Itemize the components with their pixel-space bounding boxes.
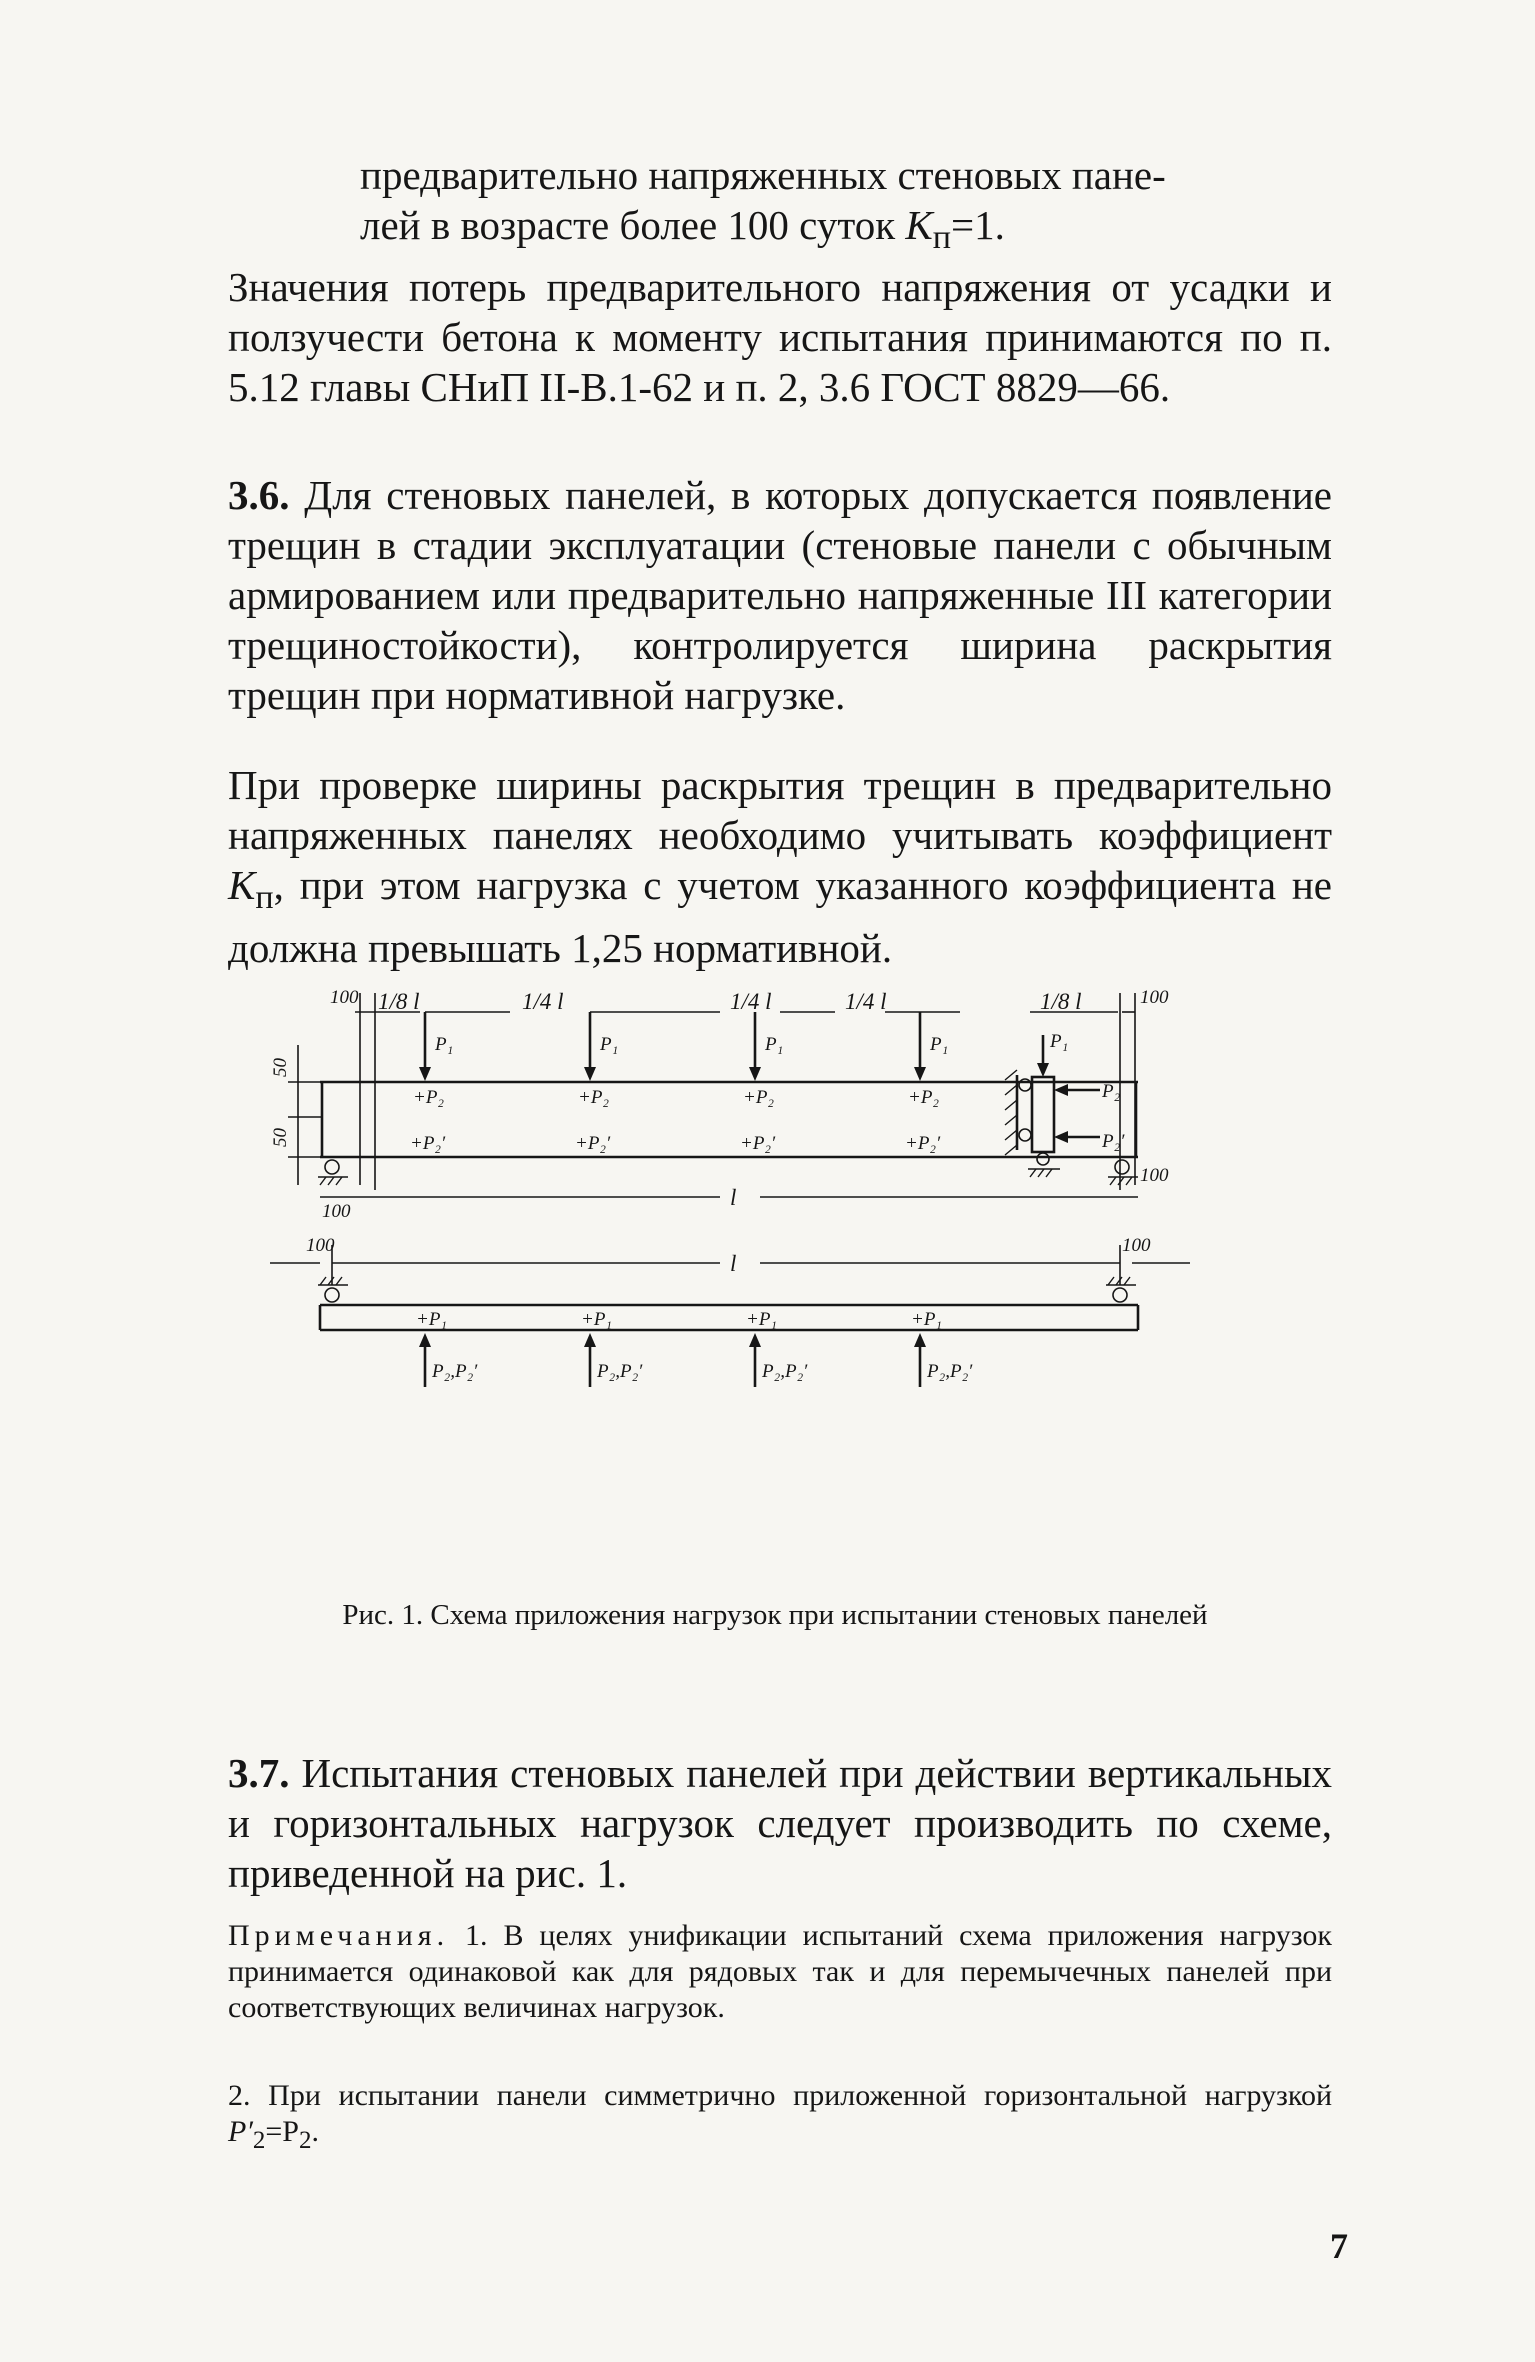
paragraph-losses: Значения потерь предварительного напряжения от усадки и ползучести бетона к моменту испытания принимаются по п. 5.12 главы СНиП II-B.1-62 и п. 2, 3.6 ГОСТ 8829—66. bbox=[228, 264, 1332, 410]
paragraph-text: , при этом нагрузка с учетом указанного коэффициента не должна превышать 1,25 нормативной. bbox=[228, 862, 1332, 972]
load-subscript: 2 bbox=[299, 2127, 312, 2154]
span-dimension-top bbox=[320, 1165, 1169, 1222]
p2-prime-label: +P₂′ bbox=[410, 1133, 446, 1154]
p2-label: +P₂ bbox=[578, 1087, 610, 1108]
p2-labels-top bbox=[410, 1087, 941, 1154]
span-label: l bbox=[730, 1185, 737, 1210]
paragraph-text: Испытания стеновых панелей при действии вертикальных и горизонтальных нагрузок следует производить по схеме, приведенной на рис. 1. bbox=[228, 1750, 1332, 1896]
dim-quarter-2: 1/4 l bbox=[730, 989, 772, 1014]
dim-eighth-left: 1/8 l bbox=[378, 989, 420, 1014]
plan-dim-100-right: 100 bbox=[1122, 1235, 1151, 1256]
p2-prime-label: +P₂′ bbox=[575, 1133, 611, 1154]
plan-p2-pair-label: P₂,P₂′ bbox=[597, 1361, 643, 1382]
p2-label: +P₂ bbox=[413, 1087, 445, 1108]
section-number: 3.6. bbox=[228, 472, 290, 518]
load-subscript: 2 bbox=[252, 2127, 266, 2154]
notes-heading: Примечания. bbox=[228, 1919, 450, 1952]
p1-label: P₁ bbox=[765, 1034, 784, 1055]
section-number: 3.7. bbox=[228, 1750, 290, 1796]
plan-p2-pair-label: P₂,P₂′ bbox=[432, 1361, 478, 1382]
load-scheme-diagram bbox=[260, 985, 1220, 1585]
dim-100-bottom-left: 100 bbox=[322, 1201, 351, 1222]
p2-label: +P₂ bbox=[908, 1087, 940, 1108]
left-50-dimensions bbox=[270, 1045, 322, 1185]
coefficient-value: =1. bbox=[951, 202, 1005, 248]
plan-p1-label: +P₁ bbox=[746, 1309, 778, 1330]
coefficient-symbol: K bbox=[905, 202, 933, 248]
p2-prime-label: +P₂′ bbox=[905, 1133, 941, 1154]
paragraph-3-7 bbox=[228, 1748, 1332, 1898]
dim-100-right: 100 bbox=[1140, 987, 1169, 1008]
coefficient-subscript: п bbox=[255, 879, 274, 917]
dim-quarter-1: 1/4 l bbox=[522, 989, 564, 1014]
dim-50-upper: 50 bbox=[270, 1058, 291, 1077]
plan-dim-100-left: 100 bbox=[306, 1235, 335, 1256]
plan-p2-pair-label: P₂,P₂′ bbox=[927, 1361, 973, 1382]
side-p2-prime-label: P₂′ bbox=[1102, 1131, 1125, 1152]
note-2 bbox=[228, 2078, 1332, 2159]
side-view bbox=[1005, 1031, 1125, 1177]
coefficient-symbol: K bbox=[228, 862, 256, 908]
p1-arrows-top bbox=[419, 1012, 948, 1081]
dim-100-left: 100 bbox=[330, 987, 359, 1008]
paragraph-continuation bbox=[360, 150, 1168, 263]
side-p1-label: P₁ bbox=[1050, 1031, 1069, 1052]
p1-label: P₁ bbox=[930, 1034, 949, 1055]
coefficient-subscript: п bbox=[932, 219, 952, 257]
p2-label: +P₂ bbox=[743, 1087, 775, 1108]
note-end: . bbox=[311, 2115, 319, 2148]
plan-p1-label: +P₁ bbox=[911, 1309, 943, 1330]
plan-span-label: l bbox=[730, 1251, 737, 1276]
note-text: 1. В целях унификации испытаний схема приложения нагрузок принимается одинаковой как для рядовых так и для перемычечных панелей при соответствующих величинах нагрузок. bbox=[228, 1919, 1332, 2024]
paragraph-3-6 bbox=[228, 470, 1332, 720]
p1-label: P₁ bbox=[600, 1034, 619, 1055]
figure-caption: Рис. 1. Схема приложения нагрузок при испытании стеновых панелей bbox=[342, 1599, 1208, 1631]
dim-50-lower: 50 bbox=[270, 1128, 291, 1147]
paragraph-text: Для стеновых панелей, в которых допускается появление трещин в стадии эксплуатации (стеновые панели с обычным армированием или предварительно напряженные III категории трещиностойкости), контролируется ширина раскрытия трещин при нормативной нагрузке. bbox=[228, 472, 1332, 718]
dim-eighth-right: 1/8 l bbox=[1040, 989, 1082, 1014]
plan-p1-label: +P₁ bbox=[581, 1309, 613, 1330]
page-number: 7 bbox=[1330, 2226, 1348, 2266]
dim-quarter-3: 1/4 l bbox=[845, 989, 887, 1014]
paragraph-crack-check bbox=[228, 760, 1332, 973]
p2-prime-label: +P₂′ bbox=[740, 1133, 776, 1154]
plan-view bbox=[270, 1235, 1190, 1387]
equals-text: =P bbox=[265, 2115, 299, 2148]
dim-100-bottom-right: 100 bbox=[1140, 1165, 1169, 1186]
load-scheme-figure bbox=[260, 985, 1220, 1585]
plan-p1-label: +P₁ bbox=[416, 1309, 448, 1330]
plan-p2-pair-label: P₂,P₂′ bbox=[762, 1361, 808, 1382]
supports-elevation bbox=[318, 1160, 1138, 1185]
note-1 bbox=[228, 1918, 1332, 2026]
paragraph-text: При проверке ширины раскрытия трещин в предварительно напряженных панелях необходимо учитывать коэффициент bbox=[228, 762, 1332, 858]
note-text: 2. При испытании панели симметрично приложенной горизонтальной нагрузкой bbox=[228, 2079, 1332, 2112]
paragraph-line: предварительно напряженных стеновых пане- bbox=[360, 152, 1166, 198]
side-p2-label: P₂ bbox=[1102, 1081, 1121, 1102]
p1-label: P₁ bbox=[435, 1034, 454, 1055]
load-symbol: P′ bbox=[228, 2115, 253, 2148]
paragraph-line: лей в возрасте более 100 суток bbox=[360, 202, 906, 248]
